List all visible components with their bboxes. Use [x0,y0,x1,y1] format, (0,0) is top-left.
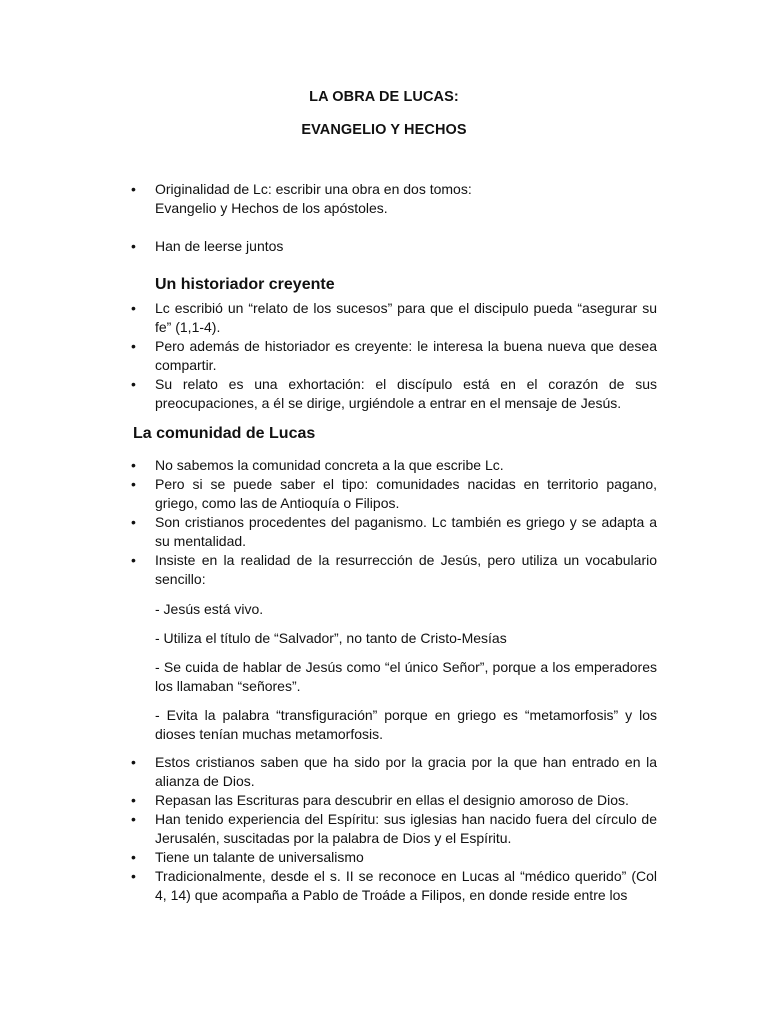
list-item: • Estos cristianos saben que ha sido por la gracia por la que han entrado en la alianza de Dios. [0,753,768,791]
list-item: • Tradicionalmente, desde el s. II se reconoce en Lucas al “médico querido” (Col 4, 14) que acompaña a Pablo de Troáde a Filipos, en donde reside entre los [0,867,768,905]
list-item: • Han tenido experiencia del Espíritu: sus iglesias han nacido fuera del círculo de Jerusalén, suscitadas por la palabra de Dios y el Espíritu. [0,810,768,848]
list-item: • Tiene un talante de universalismo [0,848,768,867]
list-item: • Su relato es una exhortación: el discípulo está en el corazón de sus preocupaciones, a él se dirige, urgiéndole a entrar en el mensaje de Jesús. [0,375,768,413]
section1-list [0,299,768,413]
list-item: • Pero si se puede saber el tipo: comunidades nacidas en territorio pagano, griego, como las de Antioquía o Filipos. [0,475,768,513]
section-heading-comunidad: La comunidad de Lucas [133,425,316,442]
dash-item: - Jesús está vivo. [155,601,264,617]
document-subtitle: EVANGELIO Y HECHOS [301,122,467,138]
list-item-text: Originalidad de Lc: escribir una obra en dos tomos: [155,181,472,197]
list-item: • Son cristianos procedentes del paganismo. Lc también es griego y se adapta a su mentalidad. [0,513,768,551]
dash-item: - Utiliza el título de “Salvador”, no tanto de Cristo-Mesías [155,630,507,646]
section2-list-a [0,456,768,589]
intro-list-2 [0,237,768,256]
list-item: • Insiste en la realidad de la resurrección de Jesús, pero utiliza un vocabulario sencillo: [0,551,768,589]
intro-list [0,180,768,218]
dash-item: - Se cuida de hablar de Jesús como “el único Señor”, porque a los emperadores los llamaban “señores”. [155,659,657,694]
list-item: • Repasan las Escrituras para descubrir en ellas el designio amoroso de Dios. [0,791,768,810]
list-item: • Pero además de historiador es creyente: le interesa la buena nueva que desea compartir. [0,337,768,375]
section-heading-historiador: Un historiador creyente [155,276,335,293]
list-item [0,180,768,218]
document-title: LA OBRA DE LUCAS: [309,89,459,105]
section2-list-b [0,753,768,905]
dash-item: - Evita la palabra “transfiguración” porque en griego es “metamorfosis” y los dioses tenían muchas metamorfosis. [155,707,657,742]
list-item: • Han de leerse juntos [0,237,768,256]
list-item: • Lc escribió un “relato de los sucesos” para que el discipulo pueda “asegurar su fe” (1,1-4). [0,299,768,337]
list-item: • No sabemos la comunidad concreta a la que escribe Lc. [0,456,768,475]
list-item-subtext: Evangelio y Hechos de los apóstoles. [155,200,388,216]
